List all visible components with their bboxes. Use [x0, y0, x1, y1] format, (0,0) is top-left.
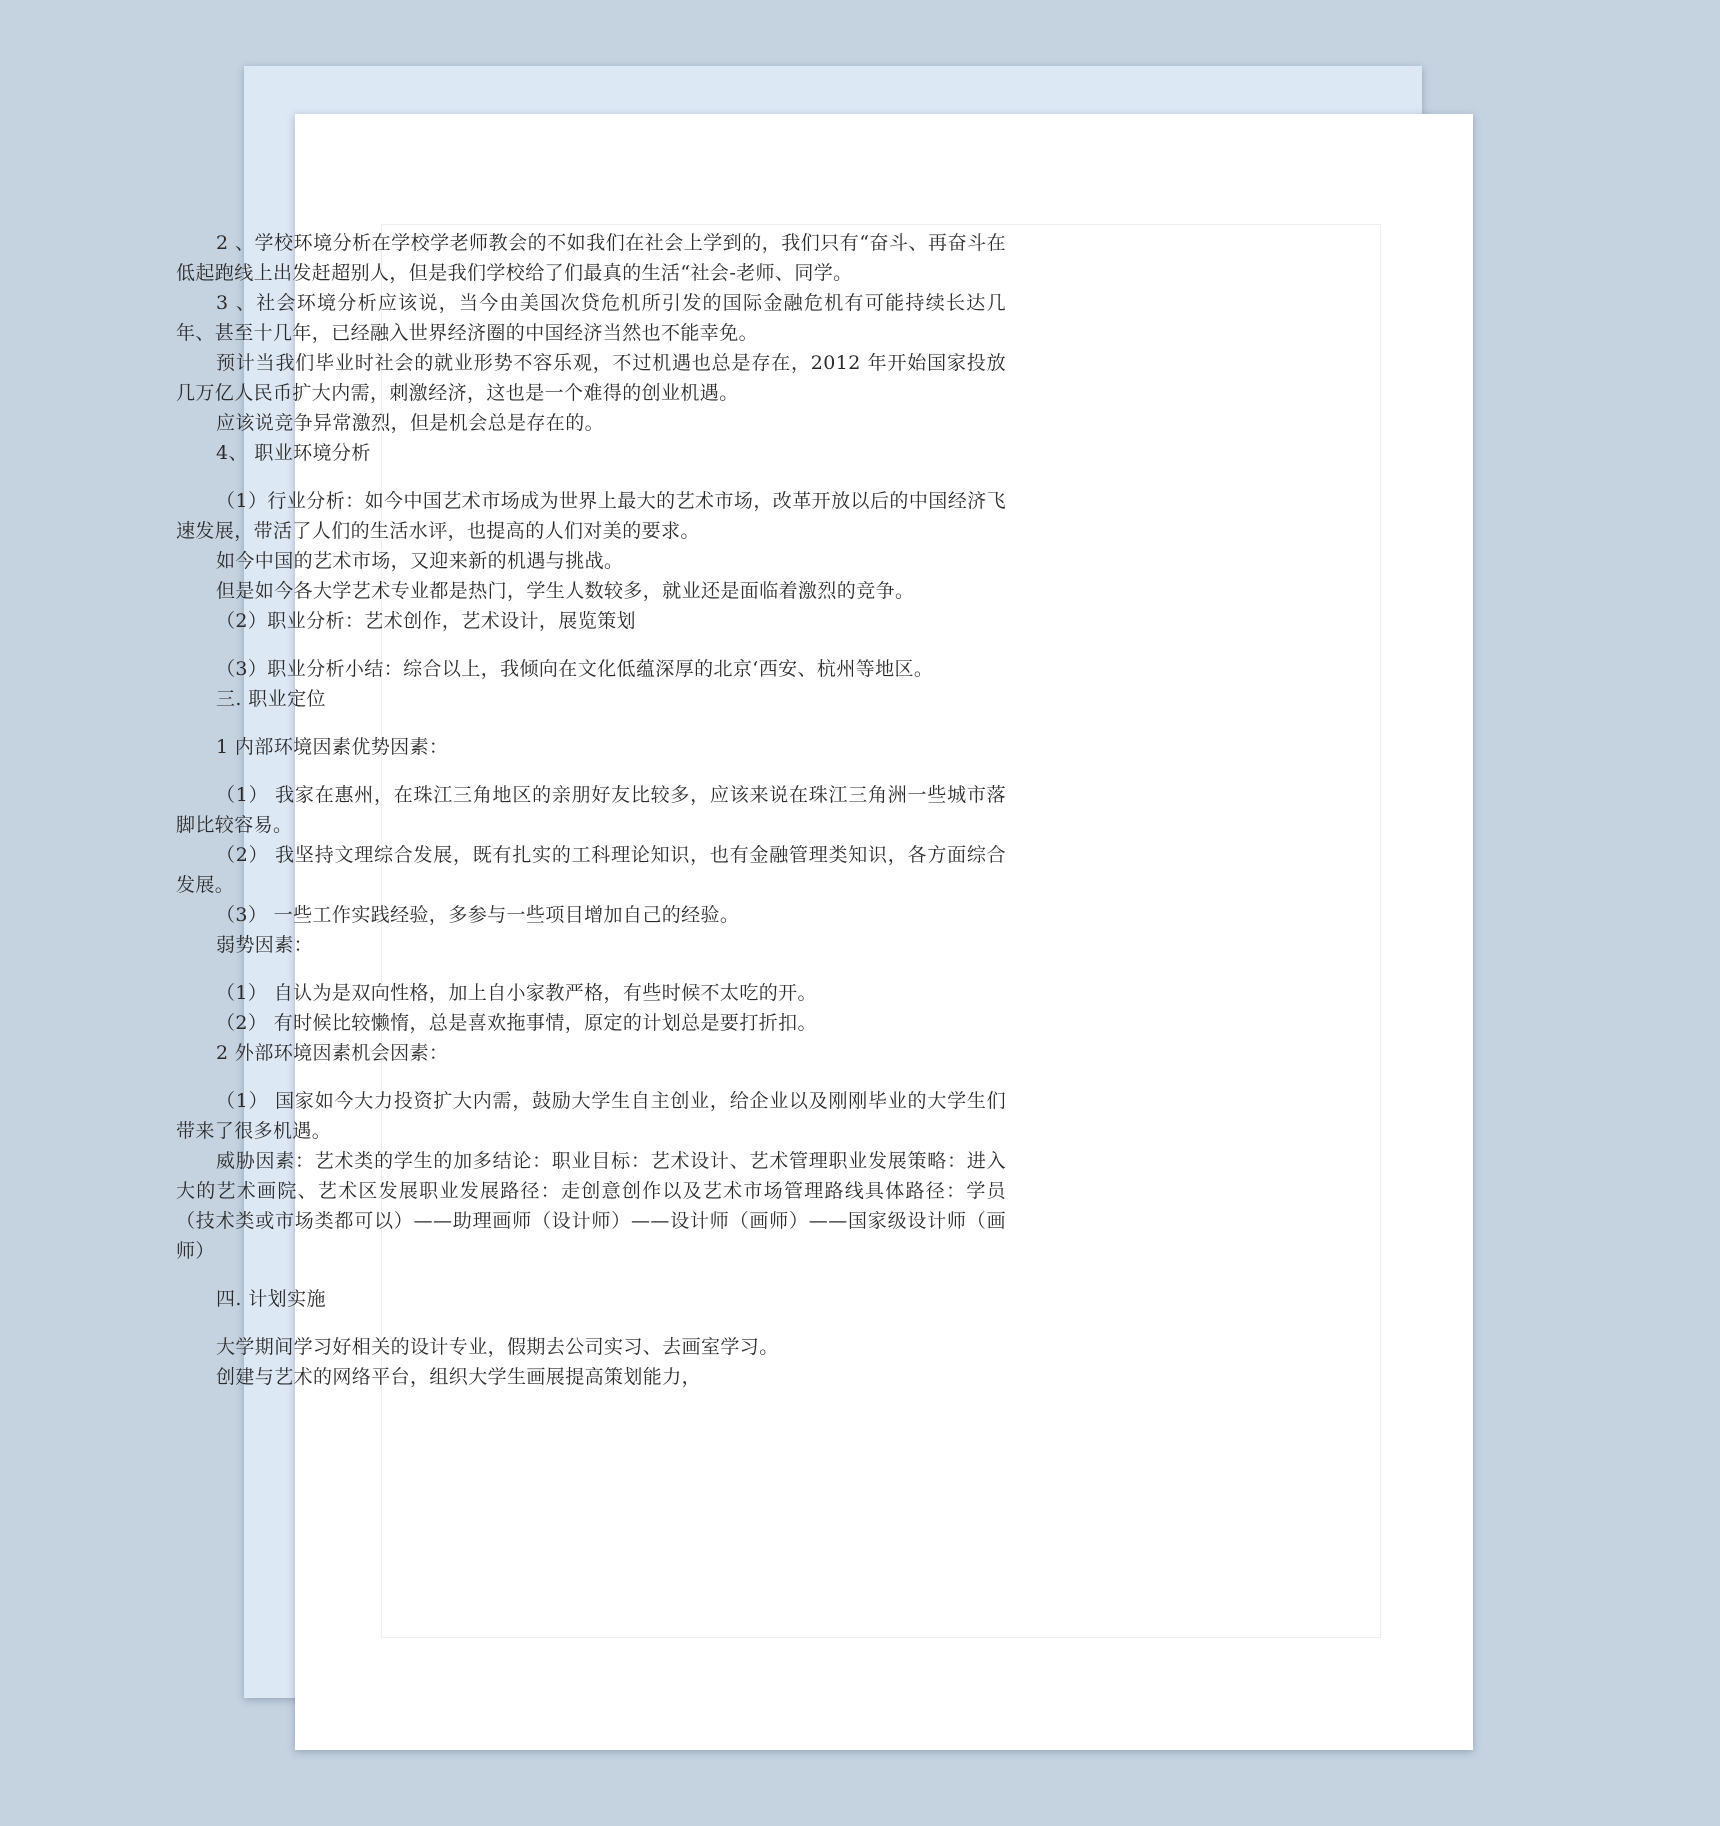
- paragraph-career-analysis: （2）职业分析：艺术创作，艺术设计，展览策划: [216, 610, 636, 632]
- paragraph-career-summary: （3）职业分析小结：综合以上，我倾向在文化低蕴深厚的北京‘西安、杭州等地区。: [216, 658, 934, 680]
- paragraph-weakness-2: （2） 有时候比较懒惰，总是喜欢拖事情，原定的计划总是要打折扣。: [216, 1012, 817, 1034]
- paragraph-plan-platform: 创建与艺术的网络平台，组织大学生画展提高策划能力，: [216, 1366, 702, 1388]
- paragraph-threats-and-path: 威胁因素：艺术类的学生的加多结论：职业目标：艺术设计、艺术管理职业发展策略：进入大的艺术画院、艺术区发展职业发展路径：走创意创作以及艺术市场管理路线具体路径：学员（技术类或市场类都可以）——助理画师（设计师）——设计师（画师）——国家级设计师（画师）: [176, 1150, 1006, 1262]
- paragraph-art-market: 如今中国的艺术市场，又迎来新的机遇与挑战。: [216, 550, 624, 572]
- paragraph-plan-study: 大学期间学习好相关的设计专业，假期去公司实习、去画室学习。: [216, 1336, 779, 1358]
- heading-external-factors: 2 外部环境因素机会因素：: [216, 1042, 449, 1064]
- document-body: [176, 228, 1006, 1392]
- heading-plan-implementation: 四. 计划实施: [216, 1288, 326, 1310]
- paragraph-industry-analysis: （1）行业分析：如今中国艺术市场成为世界上最大的艺术市场，改革开放以后的中国经济飞速发展，带活了人们的生活水评，也提高的人们对美的要求。: [176, 490, 1006, 542]
- paragraph-strength-2: （2） 我坚持文理综合发展，既有扎实的工科理论知识，也有金融管理类知识，各方面综合发展。: [176, 844, 1006, 896]
- heading-weaknesses: 弱势因素：: [216, 934, 314, 956]
- paragraph-strength-3: （3） 一些工作实践经验，多参与一些项目增加自己的经验。: [216, 904, 740, 926]
- paragraph-employment-forecast: 预计当我们毕业时社会的就业形势不容乐观，不过机遇也总是存在，2012 年开始国家投放几万亿人民币扩大内需，刺激经济，这也是一个难得的创业机遇。: [176, 352, 1006, 404]
- heading-career-positioning: 三. 职业定位: [216, 688, 326, 710]
- paragraph-competition: 应该说竞争异常激烈，但是机会总是存在的。: [216, 412, 605, 434]
- paragraph-strength-1: （1） 我家在惠州，在珠江三角地区的亲朋好友比较多，应该来说在珠江三角洲一些城市落脚比较容易。: [176, 784, 1006, 836]
- paragraph-competition-students: 但是如今各大学艺术专业都是热门，学生人数较多，就业还是面临着激烈的竞争。: [216, 580, 915, 602]
- paragraph-weakness-1: （1） 自认为是双向性格，加上自小家教严格，有些时候不太吃的开。: [216, 982, 817, 1004]
- heading-career-environment: 4、 职业环境分析: [216, 442, 371, 464]
- paragraph-school-analysis: 2 、学校环境分析在学校学老师教会的不如我们在社会上学到的，我们只有“奋斗、再奋斗在低起跑线上出发赶超别人，但是我们学校给了们最真的生活“社会-老师、同学。: [176, 232, 1006, 284]
- heading-internal-factors: 1 内部环境因素优势因素：: [216, 736, 449, 758]
- paragraph-society-analysis: 3 、社会环境分析应该说，当今由美国次贷危机所引发的国际金融危机有可能持续长达几年、甚至十几年，已经融入世界经济圈的中国经济当然也不能幸免。: [176, 292, 1006, 344]
- paragraph-opportunity-1: （1） 国家如今大力投资扩大内需，鼓励大学生自主创业，给企业以及刚刚毕业的大学生们带来了很多机遇。: [176, 1090, 1006, 1142]
